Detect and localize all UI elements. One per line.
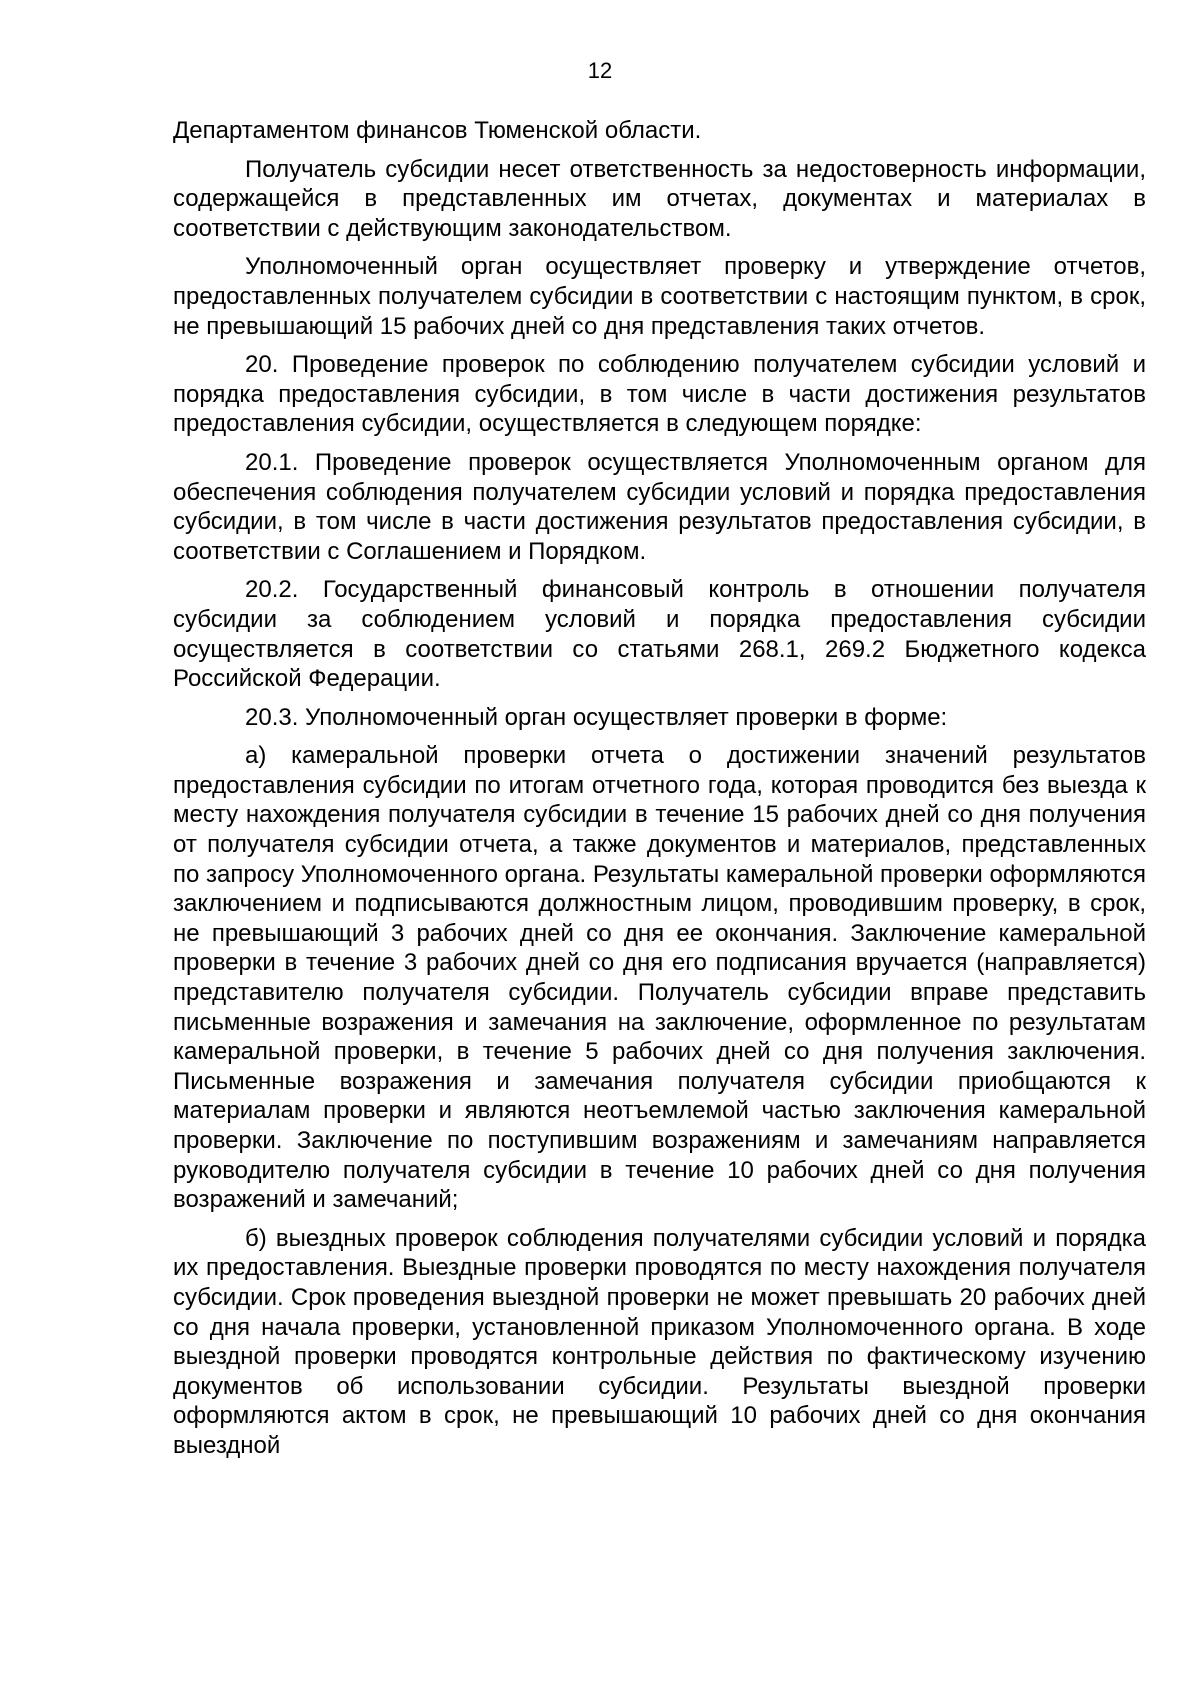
paragraph-item-20: 20. Проведение проверок по соблюдению получателем субсидии условий и порядка предоставления субсидии, в том числе в части достижения результатов предоставления субсидии, осуществляется в следующем порядке: (173, 351, 1146, 438)
paragraph-item-20-2: 20.2. Государственный финансовый контроль в отношении получателя субсидии за соблюдением условий и порядка предоставления субсидии осуществляется в соответствии со статьями 268.1, 269.2 Бюджетного кодекса Российской Федерации. (173, 576, 1146, 693)
page-number: 12 (587, 58, 613, 83)
paragraph-continuation: Департаментом финансов Тюменской области. (173, 117, 702, 144)
paragraph-subitem-a: а) камеральной проверки отчета о достижении значений результатов предоставления субсидии по итогам отчетного года, которая проводится без выезда к месту нахождения получателя субсидии в течение 15 рабочих дней со дня получения от получателя субсидии отчета, а также документов и материалов, представленных по запросу Уполномоченного органа. Результаты камеральной проверки оформляются заключением и подписываются должностным лицом, проводившим проверку, в срок, не превышающий 3 рабочих дней со дня ее окончания. Заключение камеральной проверки в течение 3 рабочих дней со дня его подписания вручается (направляется) представителю получателя субсидии. Получатель субсидии вправе представить письменные возражения и замечания на заключение, оформленное по результатам камеральной проверки, в течение 5 рабочих дней со дня получения заключения. Письменные возражения и замечания получателя субсидии приобщаются к материалам проверки и являются неотъемлемой частью заключения камеральной проверки. Заключение по поступившим возражениям и замечаниям направляется руководителю получателя субсидии в течение 10 рабочих дней со дня получения возражений и замечаний; (173, 742, 1146, 1214)
paragraph-item-20-3: 20.3. Уполномоченный орган осуществляет проверки в форме: (245, 703, 948, 731)
paragraph-subitem-b: б) выездных проверок соблюдения получателями субсидии условий и порядка их предоставления. Выездные проверки проводятся по месту нахождения получателя субсидии. Срок проведения выездной проверки не может превышать 20 рабочих дней со дня начала проверки, установленной приказом Уполномоченного органа. В ходе выездной проверки проводятся контрольные действия по фактическому изучению документов об использовании субсидии. Результаты выездной проверки оформляются актом в срок, не превышающий 10 рабочих дней со дня окончания выездной (173, 1224, 1146, 1459)
document-body (173, 116, 1146, 1470)
paragraph-recipient-responsibility: Получатель субсидии несет ответственность за недостоверность информации, содержащейся в представленных им отчетах, документах и материалах в соответствии с действующим законодательством. (173, 155, 1146, 242)
paragraph-item-20-1: 20.1. Проведение проверок осуществляется Уполномоченным органом для обеспечения соблюдения получателем субсидии условий и порядка предоставления субсидии, в том числе в части достижения результатов предоставления субсидии, в соответствии с Соглашением и Порядком. (173, 448, 1146, 565)
paragraph-report-verification: Уполномоченный орган осуществляет проверку и утверждение отчетов, предоставленных получателем субсидии в соответствии с настоящим пунктом, в срок, не превышающий 15 рабочих дней со дня представления таких отчетов. (173, 253, 1146, 340)
